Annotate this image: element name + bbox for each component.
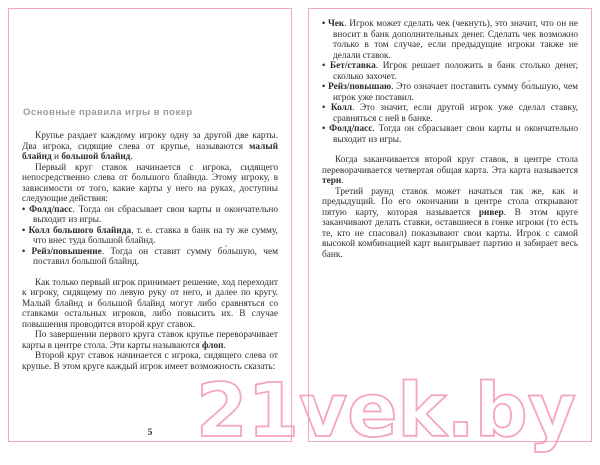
text-run: . Игрок решает положить в банк столько денег, сколько захочет. <box>333 61 578 82</box>
text-run: . Это означает поставить сумму бо́льшую, чем игрок уже поставил. <box>333 82 578 103</box>
text-run: Первый круг ставок начинается с игрока, сидящего непосредственно слева от большого блайнда. Этому игроку, в зависимости от того, какие карты у него на руках, доступны следующие действия: <box>22 162 278 204</box>
paragraph <box>22 351 278 372</box>
bullet-marker: • <box>322 103 331 113</box>
right-page-text <box>322 19 578 260</box>
text-run: Как только первый игрок принимает решение, ход переходит к игроку, сидящему по левую руку от него, и далее по кругу. Малый блайнд и большой блайнд могут либо сравняться со ставками остальных игроков, либо повысить их. В случае повышения проводится второй круг ставок. <box>22 277 278 330</box>
left-page-content <box>22 107 278 372</box>
text-run: флоп <box>202 340 224 351</box>
text-run: Крупье раздает каждому игроку одну за другой две карты. Два игрока, сидящие слева от крупье, называются <box>22 131 278 152</box>
text-run: Фолд/пасс <box>329 124 373 134</box>
page-right <box>308 8 592 442</box>
text-run: . Это значит, если другой игрок уже сделал ставку, сравняться с ней в банке. <box>333 103 578 124</box>
bullet-item <box>322 124 578 145</box>
bullet-item <box>322 82 578 103</box>
paragraph <box>322 187 578 261</box>
bullet-marker: • <box>322 124 330 134</box>
text-run: . Тогда он сбрасывает свои карты и окончательно выходит из игры. <box>33 204 278 225</box>
bullet-item <box>22 205 278 226</box>
text-run: ривер <box>478 207 504 218</box>
text-run: Рейз/повышаю <box>328 82 392 92</box>
paragraph <box>22 278 278 331</box>
text-run: Когда заканчивается второй круг ставок, в центре стола переворачивается четвертая общая карта. Эта карта называется <box>322 155 578 176</box>
bullet-marker: • <box>22 225 29 236</box>
bullet-marker: • <box>22 204 30 215</box>
text-run: Колл большого блайнда <box>28 225 132 236</box>
bullet-item <box>322 103 578 124</box>
page-left <box>8 8 292 442</box>
text-run: Рейз/повышение <box>31 246 102 257</box>
bullet-item <box>22 226 278 247</box>
text-run: , т. е. ставка в банк на ту же сумму, что внес туда большой блайнд. <box>33 225 278 246</box>
bullet-item <box>322 61 578 82</box>
left-page-text <box>22 131 278 372</box>
bullet-item <box>22 247 278 268</box>
text-run: Третий раунд ставок может начаться так же, как и предыдущий. По его окончании в центре стола открывают пятую карту, которая называется <box>322 186 578 218</box>
paragraph <box>322 155 578 187</box>
text-run: и <box>51 152 62 162</box>
bullet-marker: • <box>322 19 328 29</box>
text-run: . <box>130 152 133 162</box>
text-run: По завершении первого круга ставок крупье переворачивает карты в центре стола. Эти карты называются <box>22 330 278 351</box>
text-run: . Тогда он ставит сумму бо́льшую, чем поставил большой блайнд. <box>33 246 278 267</box>
watermark-text: 21vek.by <box>196 368 576 454</box>
text-run: Чек <box>327 19 345 29</box>
page-number: 5 <box>147 428 153 438</box>
paragraph <box>22 163 278 205</box>
bullet-marker: • <box>322 82 329 92</box>
text-run: Второй круг ставок начинается с игрока, сидящего слева от крупье. В этом круге каждый игрок имеет возможность сказать: <box>22 351 278 372</box>
text-run: . Тогда он сбрасывает свои карты и окончательно выходит из игры. <box>333 124 578 145</box>
bullet-marker: • <box>322 61 330 71</box>
paragraph <box>22 131 278 163</box>
bullet-item <box>322 19 578 61</box>
text-run: . В этом круге заканчивают делать ставки, оставшиеся в гонке игроки (то есть те, кто не спасовал) показывают свои карты. Игрок с самой высокой комбинацией карт выигрывает партию и забирает весь банк. <box>322 207 578 260</box>
text-run: Колл <box>330 103 353 113</box>
text-run: . <box>223 340 226 351</box>
text-run: Фолд/пасс <box>29 204 73 215</box>
text-run: большой блайнд <box>61 152 131 162</box>
section-heading: Основные правила игры в покер <box>23 107 193 118</box>
right-page-content <box>322 19 578 260</box>
text-run: терн <box>322 176 342 186</box>
text-run: . <box>341 176 344 186</box>
paragraph <box>22 330 278 351</box>
text-run: Бет/ставка <box>329 61 376 71</box>
text-run: малый блайнд <box>22 141 278 162</box>
text-run: . Игрок может сделать чек (чекнуть), это значит, что он не вносит в банк дополнительных денег. Сделать чек возможно только в том случае, если предыдущие игроки также не делали ставок. <box>333 19 578 61</box>
bullet-marker: • <box>22 246 32 257</box>
